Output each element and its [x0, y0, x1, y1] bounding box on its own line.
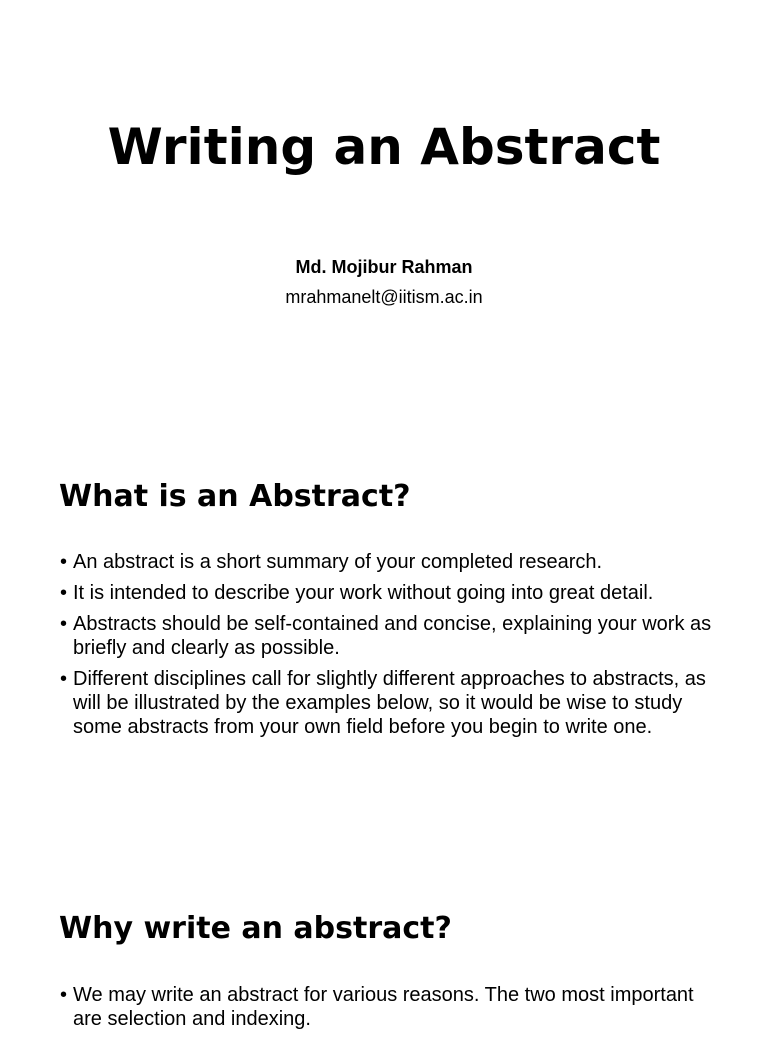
bullet-icon: • — [60, 582, 68, 604]
bullet-text: We may write an abstract for various reasons. The two most important are selection and indexing. — [73, 984, 694, 1030]
list-item — [60, 667, 720, 739]
bullet-icon: • — [60, 668, 68, 690]
list-item — [60, 581, 720, 605]
bullet-text: Different disciplines call for slightly different approaches to abstracts, as will be illustrated by the examples below, so it would be wise to study some abstracts from your own field before you begin to write one. — [73, 668, 706, 738]
author-email: mrahmanelt@iitism.ac.in — [285, 287, 483, 307]
bullet-list-why-write-abstract — [60, 983, 720, 1038]
bullet-icon: • — [60, 984, 68, 1006]
bullet-text: It is intended to describe your work without going into great detail. — [73, 582, 654, 604]
bullet-icon: • — [60, 551, 68, 573]
list-item — [60, 612, 720, 660]
section-heading-why-write-abstract: Why write an abstract? — [59, 911, 452, 946]
bullet-list-what-is-abstract — [60, 550, 720, 746]
bullet-icon: • — [60, 613, 68, 635]
bullet-text: Abstracts should be self-contained and concise, explaining your work as briefly and clearly as possible. — [73, 613, 712, 659]
bullet-text: An abstract is a short summary of your completed research. — [73, 551, 603, 573]
section-heading-what-is-abstract: What is an Abstract? — [59, 479, 411, 514]
author-name: Md. Mojibur Rahman — [295, 257, 473, 277]
page-title: Writing an Abstract — [107, 118, 661, 176]
list-item — [60, 550, 720, 574]
title-slide — [0, 0, 768, 432]
